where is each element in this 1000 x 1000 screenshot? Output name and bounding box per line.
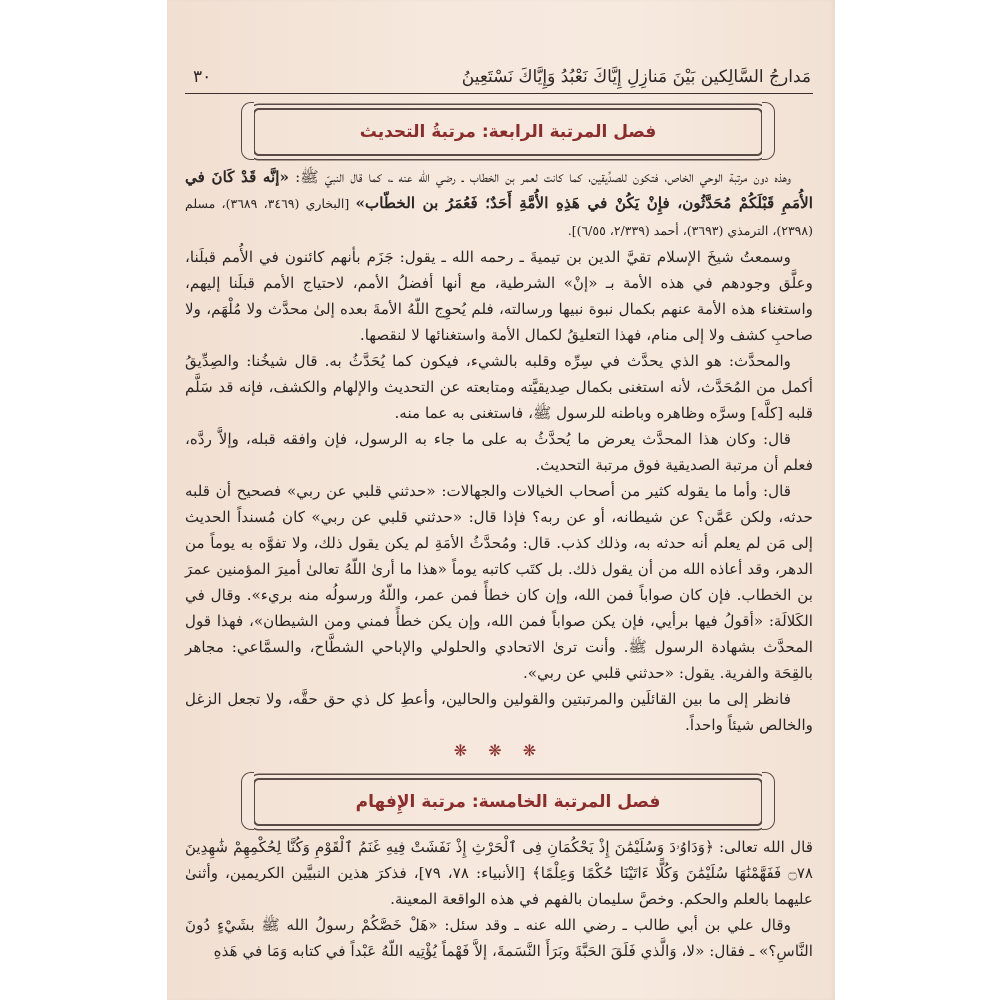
page-number: ٣٠ — [193, 67, 212, 87]
paragraph: قال: وكان هذا المحدَّث يعرض ما يُحدَّثُ به على ما جاء به الرسول، فإن وافقه قبله، وإلاَّ ردَّه، فعلم أن مرتبة الصديقية فوق مرتبة التحديث. — [185, 430, 813, 474]
section-title-1: فصل المرتبة الرابعة: مرتبةُ التحديث — [359, 122, 657, 142]
section-2-body — [185, 834, 813, 964]
section-1-body — [185, 164, 813, 738]
section-separator-stars: ❋ ❋ ❋ — [453, 741, 545, 760]
paragraph: وقال علي بن أبي طالب ـ رضي الله عنه ـ وقد سئل: «هَلْ خَصَّكُمْ رسولُ الله ﷺ بشَيْءٍ دُونَ النَّاسِ؟» ـ فقال: «لا، وَالَّذي فَلَقَ الحَبَّةَ وبَرَأَ النَّسَمةَ، إلاَّ فَهْماً يُؤْتِيه اللّهُ عَبْداً في كتابه وَمَا في هَذهِ — [185, 916, 813, 960]
paragraph: قال الله تعالى: ﴿وَدَاوُۥدَ وَسُلَيْمَٰنَ إِذْ يَحْكُمَانِ فِى ٱلْحَرْثِ إِذْ نَفَشَتْ فِيهِ غَنَمُ ٱلْقَوْمِ وَكُنَّا لِحُكْمِهِمْ شَٰهِدِينَ ۝٧٨ فَفَهَّمْنَٰهَا سُلَيْمَٰنَ وَكُلًّا ءَاتَيْنَا حُكْمًا وَعِلْمًا﴾ [الأنبياء: ٧٨، ٧٩]، فذكرَ هذين النبيَّين الكريمين، وأثنىٰ عليهما بالعلم والحكم. وخصَّ سليمان بالفهم في هذه الواقعة المعينة. — [185, 838, 813, 908]
quran-verse: ﴿وَدَاوُۥدَ وَسُلَيْمَٰنَ إِذْ يَحْكُمَانِ فِى ٱلْحَرْثِ إِذْ نَفَشَتْ فِيهِ غَنَمُ ٱلْقَوْمِ وَكُنَّا لِحُكْمِهِمْ شَٰهِدِينَ ۝٧٨ فَفَهَّمْنَٰهَا سُلَيْمَٰنَ وَكُلًّا ءَاتَيْنَا حُكْمًا وَعِلْمًا﴾ — [185, 838, 813, 882]
section-title-2: فصل المرتبة الخامسة: مرتبة الإِفهام — [355, 792, 661, 812]
book-page — [167, 0, 835, 1000]
paragraph: وهذه دون مرتبة الوحي الخاص، فتكون للصدِّيقين، كما كانت لعمر بن الخطاب ـ رضي الله عنه ـ، كما قال النبيّ ﷺ: «إنَّه قَدْ كَانَ في الأُمَمِ قَبْلَكُمْ مُحَدَّثُون، فإِنْ يَكُنْ في هَذِهِ الأُمَّةِ أَحَدٌ؛ فَعُمَرُ بن الخطّاب» [البخاري (٣٤٦٩، ٣٦٨٩)، مسلم (٢٣٩٨)، الترمذي (٣٦٩٣)، أحمد (٢/٣٣٩، ٦/٥٥)]. — [185, 168, 813, 238]
paragraph: قال: وأما ما يقوله كثير من أصحاب الخيالات والجهالات: «حدثني قلبي عن ربي» فصحيح أن قلبه حدثه، ولكن عَمَّن؟ عن شيطانه، أو عن ربه؟ فإذا قال: «حدثني قلبي عن ربي» كان مُسنداً الحديث إلى مَن لم يعلم أنه حدثه به، وذلك كذب. قال: ومُحدَّثُ الأمَةِ لم يكن يقول ذلك، ولا تفوَّه به يوماً من الدهر، وقد أعاذه الله من أن يقول ذلك. بل كتَب كاتبه يوماً «هذا ما أرىٰ اللّهُ تعالىٰ أميرَ المؤمنين عمرَ بن الخطاب. فإن كان صواباً فمن الله، وإن كان خطأً فمن عمر، واللّهُ ورسولُه منه بريء». وقال في الكَلالَة: «أقولُ فيها برأيي، فإن يكن صواباً فمن الله، وإن يكن خطأً فمني ومن الشيطان»، فهذا قول المحدَّث بشهادة الرسول ﷺ. وأنت ترىٰ الاتحادي والحلولي والإباحي الشطَّاح، والسمَّاعي: مجاهر بالقِحَة والفرية. يقول: «حدثني قلبي عن ربي». — [185, 482, 813, 682]
running-title: مَدارجُ السَّالِكين بَيْنَ مَنازِلِ إِيَّاكَ نَعْبُدُ وَإِيَّاكَ نَسْتَعِينُ — [461, 67, 811, 87]
frame-ornament-right — [762, 772, 775, 830]
frame-ornament-right — [762, 102, 775, 160]
running-header — [185, 60, 813, 94]
frame-ornament-left — [241, 102, 254, 160]
hadith-reference: [البخاري (٣٤٦٩، ٣٦٨٩)، مسلم (٢٣٩٨)، الترمذي (٣٦٩٣)، أحمد (٢/٣٣٩، ٦/٥٥)]. — [185, 196, 813, 238]
paragraph: والمحدَّث: هو الذي يحدَّث في سِرِّه وقلبه بالشيء، فيكون كما يُحَدَّثُ به. قال شيخُنا: والصِدِّيقُ أكمل من المُحَدَّث، لأنه استغنى بكمال صِديقيَّته ومتابعته عن التحديث والإلهام والكشف، فإنه قد سَلَّم قلبه [كلَّه] وسرَّه وظاهره وباطنه للرسول ﷺ، فاستغنى به عما منه. — [185, 352, 813, 422]
section-heading-box-2 — [253, 778, 763, 826]
paragraph: فانظر إلى ما بين القائلَين والمرتبتين والقولين والحالين، وأعطِ كل ذي حق حقَّه، ولا تجعل الزغل والخالص شيئاً واحداً. — [185, 690, 813, 734]
paragraph: وسمعتُ شيخَ الإسلام تقيَّ الدين بن تيميةَ ـ رحمه الله ـ يقول: جَزَم بأنهم كائنون في الأُمم قبلَنا، وعلَّق وجودهم في هذه الأمة بـ «إنْ» الشرطية، مع أنها أفضلُ الأمم، لاحتياج الأمم قبلَنا إليهم، واستغناء هذه الأمة عنهم بكمال نبوة نبيها ورسالته، فلم يُحوِج اللّهُ الأمةَ بعده إلىٰ محدَّث ولا مُلْهَم، ولا صاحبِ كشف ولا إلى منام، فهذا التعليقُ لكمال الأمة واستغنائها لا لنقصها. — [185, 248, 813, 344]
frame-ornament-left — [241, 772, 254, 830]
hadith-quote: «إنَّه قَدْ كَانَ في الأُمَمِ قَبْلَكُمْ مُحَدَّثُون، فإِنْ يَكُنْ في هَذِهِ الأُمَّةِ أَحَدٌ؛ فَعُمَرُ بن الخطّاب» — [185, 168, 813, 212]
section-heading-box-1 — [253, 108, 763, 156]
